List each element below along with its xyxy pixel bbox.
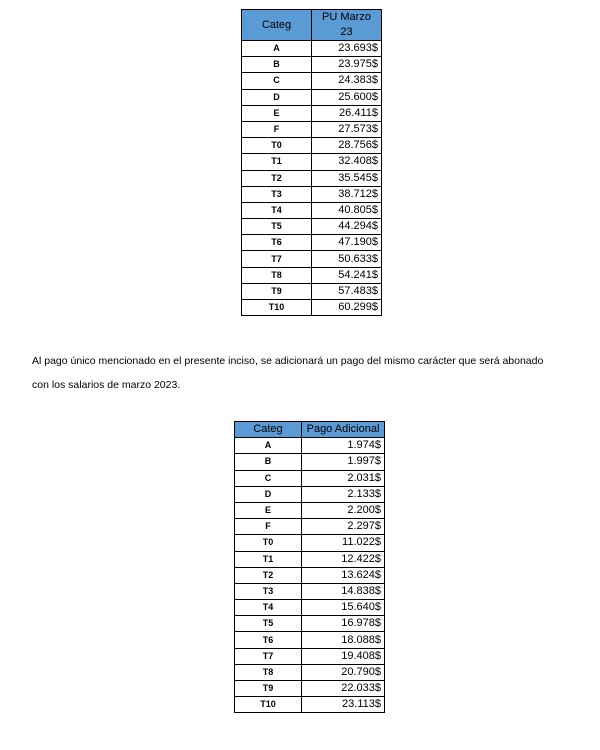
- table-row: [242, 138, 382, 154]
- table-row: [242, 267, 382, 283]
- category-cell: B: [235, 454, 302, 470]
- amount-cell: 12.422$: [302, 551, 385, 567]
- amount-cell: 57.483$: [312, 283, 382, 299]
- category-cell: F: [242, 121, 312, 137]
- table-row: [242, 186, 382, 202]
- table-row: [242, 170, 382, 186]
- amount-cell: 23.693$: [312, 41, 382, 57]
- amount-cell: 60.299$: [312, 300, 382, 316]
- table-row: [235, 551, 385, 567]
- table-row: [235, 664, 385, 680]
- amount-cell: 47.190$: [312, 235, 382, 251]
- category-cell: T8: [235, 664, 302, 680]
- category-cell: T6: [235, 632, 302, 648]
- table-row: [242, 251, 382, 267]
- table-body: [242, 41, 382, 316]
- amount-cell: 11.022$: [302, 535, 385, 551]
- amount-cell: 25.600$: [312, 89, 382, 105]
- body-paragraph: [32, 349, 592, 397]
- table-row: [235, 632, 385, 648]
- amount-cell: 27.573$: [312, 121, 382, 137]
- paragraph-line-1: Al pago único mencionado en el presente inciso, se adicionará un pago del mismo carácter que será abonado: [32, 355, 544, 367]
- table-row: [235, 470, 385, 486]
- amount-cell: 2.297$: [302, 519, 385, 535]
- category-cell: E: [242, 105, 312, 121]
- amount-cell: 14.838$: [302, 583, 385, 599]
- category-cell: C: [242, 73, 312, 89]
- table-header-row: [242, 10, 382, 41]
- table-row: [235, 438, 385, 454]
- amount-cell: 1.997$: [302, 454, 385, 470]
- category-cell: D: [242, 89, 312, 105]
- category-cell: T0: [235, 535, 302, 551]
- category-cell: T5: [235, 616, 302, 632]
- category-cell: T6: [242, 235, 312, 251]
- pu-marzo-table: [241, 9, 382, 316]
- table-row: [242, 300, 382, 316]
- category-cell: A: [235, 438, 302, 454]
- amount-cell: 44.294$: [312, 219, 382, 235]
- table-row: [235, 502, 385, 518]
- paragraph-line-2: con los salarios de marzo 2023.: [32, 379, 181, 391]
- category-cell: T3: [235, 583, 302, 599]
- table-row: [235, 519, 385, 535]
- category-cell: B: [242, 57, 312, 73]
- category-cell: T0: [242, 138, 312, 154]
- category-cell: D: [235, 486, 302, 502]
- amount-cell: 22.033$: [302, 681, 385, 697]
- amount-cell: 24.383$: [312, 73, 382, 89]
- amount-cell: 28.756$: [312, 138, 382, 154]
- category-cell: T7: [242, 251, 312, 267]
- table-row: [242, 235, 382, 251]
- table-row: [235, 681, 385, 697]
- category-cell: A: [242, 41, 312, 57]
- amount-cell: 2.200$: [302, 502, 385, 518]
- category-cell: T10: [235, 697, 302, 713]
- category-cell: T5: [242, 219, 312, 235]
- category-cell: T10: [242, 300, 312, 316]
- amount-cell: 1.974$: [302, 438, 385, 454]
- pago-adicional-table: [234, 421, 385, 713]
- table-row: [242, 41, 382, 57]
- table-row: [242, 202, 382, 218]
- header-pago-adicional: Pago Adicional: [302, 422, 385, 438]
- category-cell: T1: [242, 154, 312, 170]
- amount-cell: 19.408$: [302, 648, 385, 664]
- category-cell: T4: [235, 600, 302, 616]
- category-cell: E: [235, 502, 302, 518]
- table-row: [235, 648, 385, 664]
- table-row: [235, 583, 385, 599]
- amount-cell: 18.088$: [302, 632, 385, 648]
- amount-cell: 23.113$: [302, 697, 385, 713]
- category-cell: T3: [242, 186, 312, 202]
- table-row: [235, 600, 385, 616]
- amount-cell: 23.975$: [312, 57, 382, 73]
- amount-cell: 15.640$: [302, 600, 385, 616]
- amount-cell: 20.790$: [302, 664, 385, 680]
- category-cell: T7: [235, 648, 302, 664]
- table-row: [242, 121, 382, 137]
- header-pu-marzo: PU Marzo 23: [312, 10, 382, 41]
- table-row: [235, 454, 385, 470]
- category-cell: T1: [235, 551, 302, 567]
- amount-cell: 2.133$: [302, 486, 385, 502]
- table-row: [242, 105, 382, 121]
- category-cell: T9: [235, 681, 302, 697]
- category-cell: C: [235, 470, 302, 486]
- amount-cell: 32.408$: [312, 154, 382, 170]
- amount-cell: 13.624$: [302, 567, 385, 583]
- table-header-row: [235, 422, 385, 438]
- category-cell: T8: [242, 267, 312, 283]
- amount-cell: 40.805$: [312, 202, 382, 218]
- category-cell: T4: [242, 202, 312, 218]
- amount-cell: 54.241$: [312, 267, 382, 283]
- amount-cell: 16.978$: [302, 616, 385, 632]
- category-cell: T2: [242, 170, 312, 186]
- amount-cell: 26.411$: [312, 105, 382, 121]
- table-row: [242, 283, 382, 299]
- header-categ: Categ: [242, 10, 312, 41]
- table-row: [235, 535, 385, 551]
- table-row: [242, 73, 382, 89]
- table-row: [235, 616, 385, 632]
- amount-cell: 38.712$: [312, 186, 382, 202]
- category-cell: F: [235, 519, 302, 535]
- header-categ: Categ: [235, 422, 302, 438]
- table-row: [242, 89, 382, 105]
- table-row: [242, 154, 382, 170]
- amount-cell: 35.545$: [312, 170, 382, 186]
- category-cell: T9: [242, 283, 312, 299]
- table-row: [242, 57, 382, 73]
- category-cell: T2: [235, 567, 302, 583]
- table-row: [242, 219, 382, 235]
- table-row: [235, 567, 385, 583]
- amount-cell: 50.633$: [312, 251, 382, 267]
- table-row: [235, 697, 385, 713]
- table-body: [235, 438, 385, 713]
- table-row: [235, 486, 385, 502]
- amount-cell: 2.031$: [302, 470, 385, 486]
